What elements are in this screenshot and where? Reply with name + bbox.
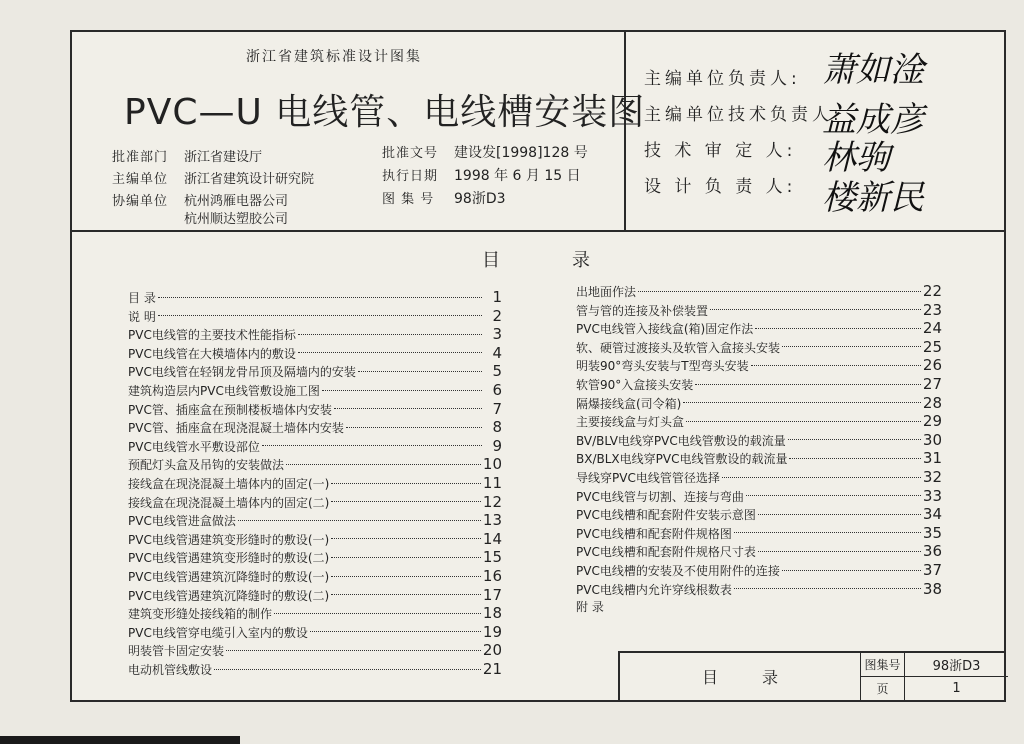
toc-entry-title: PVC电线槽的安装及不使用附件的连接 [576,564,780,578]
toc-entry-title: 管与管的连接及补偿装置 [576,303,709,318]
toc-entry [128,325,502,343]
info-approval-dept [112,146,262,165]
toc-entry-page: 34 [922,505,942,524]
info-value: 杭州顺达塑胶公司 [184,212,289,227]
toc-entry [576,338,942,356]
info-value: 杭州鸿雁电器公司 [184,194,289,209]
toc-leader-dots [334,408,482,409]
atlas-no-label: 图集号 [860,653,904,676]
page-label: 页 [860,677,904,700]
toc-leader-dots [331,594,481,595]
toc-entry-page: 21 [482,660,502,678]
toc-leader-dots [298,334,482,335]
toc-entry-page: 12 [482,492,502,511]
toc-entry-page: 38 [922,579,942,598]
toc-entry-page: 2 [492,306,502,325]
toc-entry-page: 31 [922,449,942,468]
toc-entry-page: 10 [482,455,502,474]
toc-entry-title: PVC电线管穿电缆引入室内的敷设 [128,625,308,640]
toc-entry [128,455,502,473]
toc-entry-page: 22 [922,282,942,300]
toc-entry-title: 出地面作法 [576,285,637,299]
toc-entry-title: PVC电线管入接线盒(箱)固定作法 [576,322,754,337]
toc-leader-dots [238,520,481,521]
toc-entry-page: 36 [922,542,942,561]
toc-entry-page: 25 [922,337,942,356]
toc-entry-page: 11 [482,474,502,492]
toc-entry-title: 附 录 [576,600,604,615]
signature-designer: 楼新民 [822,178,924,218]
info-label: 图 集 号 [382,192,435,207]
toc-entry [576,468,942,486]
toc-entry-page: 13 [482,511,502,530]
toc-leader-dots [788,439,921,440]
toc-leader-dots [331,483,481,484]
info-co-unit [112,190,288,209]
toc-leader-dots [755,328,921,329]
toc-entry [576,598,942,615]
info-value: 浙江省建筑设计研究院 [184,172,315,187]
toc-entry [576,580,942,598]
toc-entry-title: PVC电线管在大模墙体内的敷设 [128,346,296,361]
toc-entry [576,524,942,542]
toc-entry [128,400,502,418]
toc-entry [576,375,942,393]
toc-entry [128,586,502,604]
toc-entry-title: BV/BLV电线穿PVC电线管敷设的载流量 [576,433,786,448]
signature-reviewer: 林驹 [822,138,890,178]
toc-entry-title: PVC电线管遇建筑沉降缝时的敷设(一) [128,570,330,584]
toc-entry-page: 14 [482,529,502,548]
page-value: 1 [904,677,1008,700]
toc-entry-page: 1 [492,288,502,306]
resp-role-reviewer: 技 术 审 定 人: [644,141,797,161]
info-label: 协编单位 [112,194,169,209]
toc-leader-dots [214,669,481,670]
toc-entry-title: 导线穿PVC电线管管径选择 [576,471,720,485]
toc-leader-dots [331,576,481,577]
toc-entry-title: PVC管、插座盒在现浇混凝土墙体内安装 [128,421,344,436]
info-value: 98浙D3 [454,191,506,207]
toc-leader-dots [695,384,921,385]
toc-entry [128,623,502,641]
toc-leader-dots [789,458,920,459]
toc-entry-title: BX/BLX电线穿PVC电线管敷设的载流量 [576,452,788,467]
toc-leader-dots [331,538,481,539]
info-chief-unit [112,168,314,187]
toc-entry [128,307,502,325]
toc-leader-dots [710,309,921,310]
toc-entry-title: 电动机管线敷设 [128,663,213,677]
info-label: 主编单位 [112,172,169,187]
toc-entry [128,418,502,436]
toc-entry [576,487,942,505]
toc-entry-page: 37 [922,561,942,579]
toc-entry [128,474,502,492]
toc-entry-page: 24 [922,319,942,338]
toc-entry-page: 16 [482,567,502,585]
toc-leader-dots [722,477,921,478]
toc-entry [128,437,502,455]
info-value: 1998 年 6 月 15 日 [454,168,581,184]
resp-role-tech-chief: 主编单位技术负责人: [644,105,843,125]
toc-entry-title: 明装管卡固定安装 [128,644,225,659]
signature-tech-chief: 益成彦 [822,100,924,140]
toc-entry-page: 26 [922,356,942,375]
toc-entry-title: PVC电线槽和配套附件安装示意图 [576,508,756,523]
resp-role-designer: 设 计 负 责 人: [644,177,797,197]
toc-entry-title: 软管90°入盒接头安装 [576,378,694,392]
series-title: 浙江省建筑标准设计图集 [246,49,422,65]
info-atlas-no [382,188,506,208]
toc-leader-dots [758,514,921,515]
resp-role-chief: 主编单位负责人: [644,69,801,89]
toc-entry [576,412,942,430]
toc-entry-title: 隔爆接线盒(司令箱) [576,396,682,411]
toc-heading-left: 目 [482,250,500,271]
toc-entry-title: 预配灯头盒及吊钩的安装做法 [128,458,285,473]
toc-leader-dots [331,501,481,502]
toc-leader-dots [683,402,921,403]
toc-entry [128,493,502,511]
toc-entry-page: 6 [492,381,502,399]
info-label: 执行日期 [382,169,439,184]
toc-entry-title: 主要接线盒与灯头盒 [576,415,685,430]
toc-entry-title: PVC电线管遇建筑变形缝时的敷设(一) [128,532,330,547]
toc-entry-title: PVC电线管水平敷设部位 [128,439,260,454]
title-block-name-left: 目 [701,668,718,687]
toc-entry-page: 8 [492,418,502,437]
toc-leader-dots [751,365,921,366]
toc-entry-title: PVC电线槽和配套附件规格图 [576,526,732,541]
toc-entry-title: 接线盒在现浇混凝土墙体内的固定(二) [128,495,330,510]
toc-leader-dots [274,613,481,614]
toc-entry [128,344,502,362]
toc-entry [576,394,942,412]
toc-entry [128,660,502,678]
toc-entry-page: 15 [482,548,502,567]
toc-entry-page: 20 [482,641,502,660]
toc-entry [576,319,942,337]
toc-entry-page: 17 [482,585,502,604]
toc-leader-dots [686,421,921,422]
toc-leader-dots [358,371,482,372]
document-title: PVC—U 电线管、电线槽安装图 [124,92,646,133]
toc-leader-dots [226,650,481,651]
toc-entry-page: 30 [922,430,942,449]
toc-entry-title: PVC电线槽内允许穿线根数表 [576,582,732,597]
toc-entry [128,511,502,529]
toc-entry-title: 接线盒在现浇混凝土墙体内的固定(一) [128,477,330,491]
toc-leader-dots [734,532,921,533]
toc-entry-page: 3 [492,325,502,344]
toc-leader-dots [322,390,482,391]
toc-leader-dots [262,445,482,446]
toc-entry [576,301,942,319]
toc-entry-title: 明装90°弯头安装与T型弯头安装 [576,359,749,374]
toc-entry [128,288,502,306]
toc-leader-dots [310,631,481,632]
title-block-name [620,653,860,700]
toc-entry-title: PVC电线槽和配套附件规格尺寸表 [576,545,756,560]
toc-entry-title: PVC管、插座盒在预制楼板墙体内安装 [128,402,332,417]
toc-entry-title: 目 录 [128,291,156,305]
toc-entry-page: 9 [492,436,502,455]
atlas-no-value: 98浙D3 [904,653,1008,676]
toc-entry-page: 18 [482,604,502,623]
toc-entry [576,505,942,523]
toc-entry-page: 33 [922,486,942,505]
toc-entry [128,641,502,659]
toc-leader-dots [638,291,921,292]
toc-entry-title: 建筑变形缝处接线箱的制作 [128,607,273,622]
info-effective-date [382,165,581,185]
toc-entry-page: 4 [492,343,502,362]
toc-entry [576,542,942,560]
info-value: 建设发[1998]128 号 [454,145,588,161]
toc-entry-page: 35 [922,523,942,542]
toc-leader-dots [782,346,921,347]
info-label: 批准部门 [112,150,169,165]
toc-entry-title: 建筑构造层内PVC电线管敷设施工图 [128,384,320,398]
toc-entry [128,381,502,399]
toc-heading-right: 录 [572,250,590,271]
toc-entry [128,362,502,380]
toc-entry [576,282,942,300]
toc-leader-dots [734,588,921,589]
toc-entry-page: 19 [482,622,502,641]
toc-leader-dots [331,557,481,558]
toc-leader-dots [346,427,482,428]
toc-leader-dots [158,315,482,316]
toc-entry-title: PVC电线管在轻钢龙骨吊顶及隔墙内的安装 [128,365,356,380]
toc-entry-title: PVC电线管进盒做法 [128,514,236,529]
signature-chief: 萧如淦 [822,50,924,90]
toc-leader-dots [782,570,921,571]
toc-entry [128,604,502,622]
toc-entry [128,567,502,585]
toc-entry-page: 5 [492,362,502,381]
toc-leader-dots [286,464,481,465]
toc-leader-dots [746,495,921,496]
toc-entry [128,530,502,548]
info-value: 浙江省建设厅 [184,150,263,165]
toc-entry-title: PVC电线管遇建筑变形缝时的敷设(二) [128,551,330,566]
toc-entry [576,431,942,449]
toc-entry [576,561,942,579]
title-block-name-right: 录 [761,668,778,687]
toc-entry-title: 说 明 [128,309,156,324]
toc-entry-title: PVC电线管与切割、连接与弯曲 [576,489,744,504]
toc-entry-page: 27 [922,375,942,393]
info-co-unit-2 [112,208,288,227]
toc-entry [576,449,942,467]
toc-leader-dots [758,551,921,552]
toc-leader-dots [158,297,482,298]
toc-entry-page: 7 [492,399,502,418]
header-divider-horizontal [70,230,1006,232]
toc-entry [576,356,942,374]
title-block [618,651,1006,700]
toc-entry-page: 23 [922,300,942,319]
toc-entry-page: 28 [922,393,942,412]
toc-leader-dots [298,352,482,353]
toc-entry-page: 32 [922,468,942,486]
info-label: 批准文号 [382,146,439,161]
toc-entry-title: PVC电线管遇建筑沉降缝时的敷设(二) [128,588,330,603]
toc-entry-title: 软、硬管过渡接头及软管入盒接头安装 [576,340,781,355]
info-approval-no [382,142,588,162]
scan-edge-mark [0,736,240,744]
toc-entry [128,548,502,566]
toc-entry-title: PVC电线管的主要技术性能指标 [128,328,296,343]
toc-entry-page: 29 [922,412,942,431]
